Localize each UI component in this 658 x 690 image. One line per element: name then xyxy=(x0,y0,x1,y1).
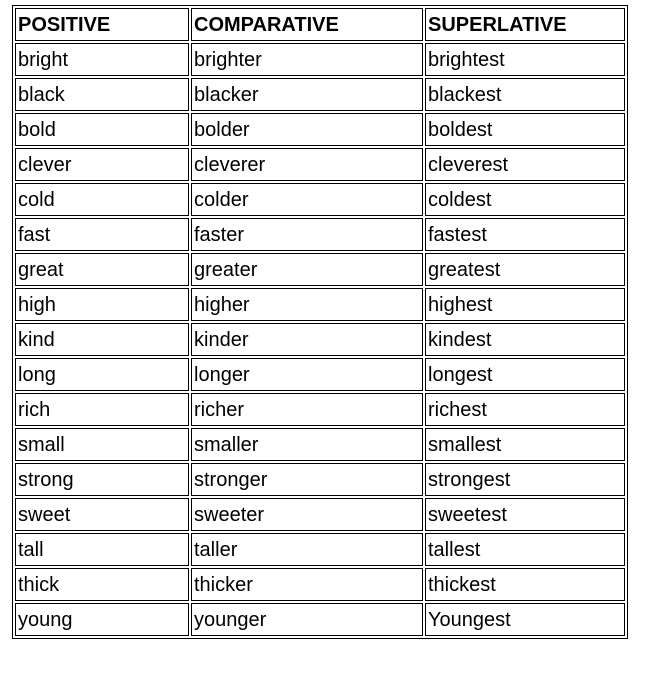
table-row xyxy=(15,288,625,321)
table-row xyxy=(15,78,625,111)
table-row xyxy=(15,253,625,286)
comparative-cell: younger xyxy=(191,603,423,636)
positive-cell: strong xyxy=(15,463,189,496)
comparative-cell: thicker xyxy=(191,568,423,601)
positive-cell: kind xyxy=(15,323,189,356)
table-row xyxy=(15,533,625,566)
table-row xyxy=(15,498,625,531)
positive-cell: bold xyxy=(15,113,189,146)
positive-cell: long xyxy=(15,358,189,391)
comparative-cell: greater xyxy=(191,253,423,286)
superlative-cell: brightest xyxy=(425,43,625,76)
adjective-table-container xyxy=(12,5,634,639)
table-row xyxy=(15,323,625,356)
superlative-cell: tallest xyxy=(425,533,625,566)
comparative-cell: taller xyxy=(191,533,423,566)
superlative-cell: smallest xyxy=(425,428,625,461)
header-superlative: SUPERLATIVE xyxy=(425,8,625,41)
table-row xyxy=(15,358,625,391)
adjective-comparison-table xyxy=(12,5,628,639)
header-positive: POSITIVE xyxy=(15,8,189,41)
positive-cell: young xyxy=(15,603,189,636)
comparative-cell: kinder xyxy=(191,323,423,356)
superlative-cell: blackest xyxy=(425,78,625,111)
superlative-cell: richest xyxy=(425,393,625,426)
table-row xyxy=(15,113,625,146)
table-row xyxy=(15,183,625,216)
positive-cell: tall xyxy=(15,533,189,566)
superlative-cell: longest xyxy=(425,358,625,391)
comparative-cell: cleverer xyxy=(191,148,423,181)
positive-cell: small xyxy=(15,428,189,461)
table-row xyxy=(15,463,625,496)
table-header-row xyxy=(15,8,625,41)
superlative-cell: cleverest xyxy=(425,148,625,181)
table-row xyxy=(15,218,625,251)
comparative-cell: higher xyxy=(191,288,423,321)
positive-cell: bright xyxy=(15,43,189,76)
table-row xyxy=(15,148,625,181)
superlative-cell: Youngest xyxy=(425,603,625,636)
comparative-cell: bolder xyxy=(191,113,423,146)
comparative-cell: smaller xyxy=(191,428,423,461)
superlative-cell: fastest xyxy=(425,218,625,251)
positive-cell: cold xyxy=(15,183,189,216)
superlative-cell: highest xyxy=(425,288,625,321)
comparative-cell: blacker xyxy=(191,78,423,111)
positive-cell: rich xyxy=(15,393,189,426)
positive-cell: great xyxy=(15,253,189,286)
comparative-cell: colder xyxy=(191,183,423,216)
positive-cell: thick xyxy=(15,568,189,601)
table-body xyxy=(15,43,625,636)
comparative-cell: richer xyxy=(191,393,423,426)
superlative-cell: greatest xyxy=(425,253,625,286)
superlative-cell: coldest xyxy=(425,183,625,216)
comparative-cell: stronger xyxy=(191,463,423,496)
table-row xyxy=(15,603,625,636)
positive-cell: sweet xyxy=(15,498,189,531)
positive-cell: black xyxy=(15,78,189,111)
superlative-cell: thickest xyxy=(425,568,625,601)
positive-cell: clever xyxy=(15,148,189,181)
table-row xyxy=(15,568,625,601)
header-comparative: COMPARATIVE xyxy=(191,8,423,41)
table-row xyxy=(15,428,625,461)
table-row xyxy=(15,393,625,426)
comparative-cell: faster xyxy=(191,218,423,251)
comparative-cell: sweeter xyxy=(191,498,423,531)
superlative-cell: kindest xyxy=(425,323,625,356)
comparative-cell: brighter xyxy=(191,43,423,76)
table-row xyxy=(15,43,625,76)
comparative-cell: longer xyxy=(191,358,423,391)
positive-cell: fast xyxy=(15,218,189,251)
superlative-cell: sweetest xyxy=(425,498,625,531)
superlative-cell: strongest xyxy=(425,463,625,496)
superlative-cell: boldest xyxy=(425,113,625,146)
positive-cell: high xyxy=(15,288,189,321)
